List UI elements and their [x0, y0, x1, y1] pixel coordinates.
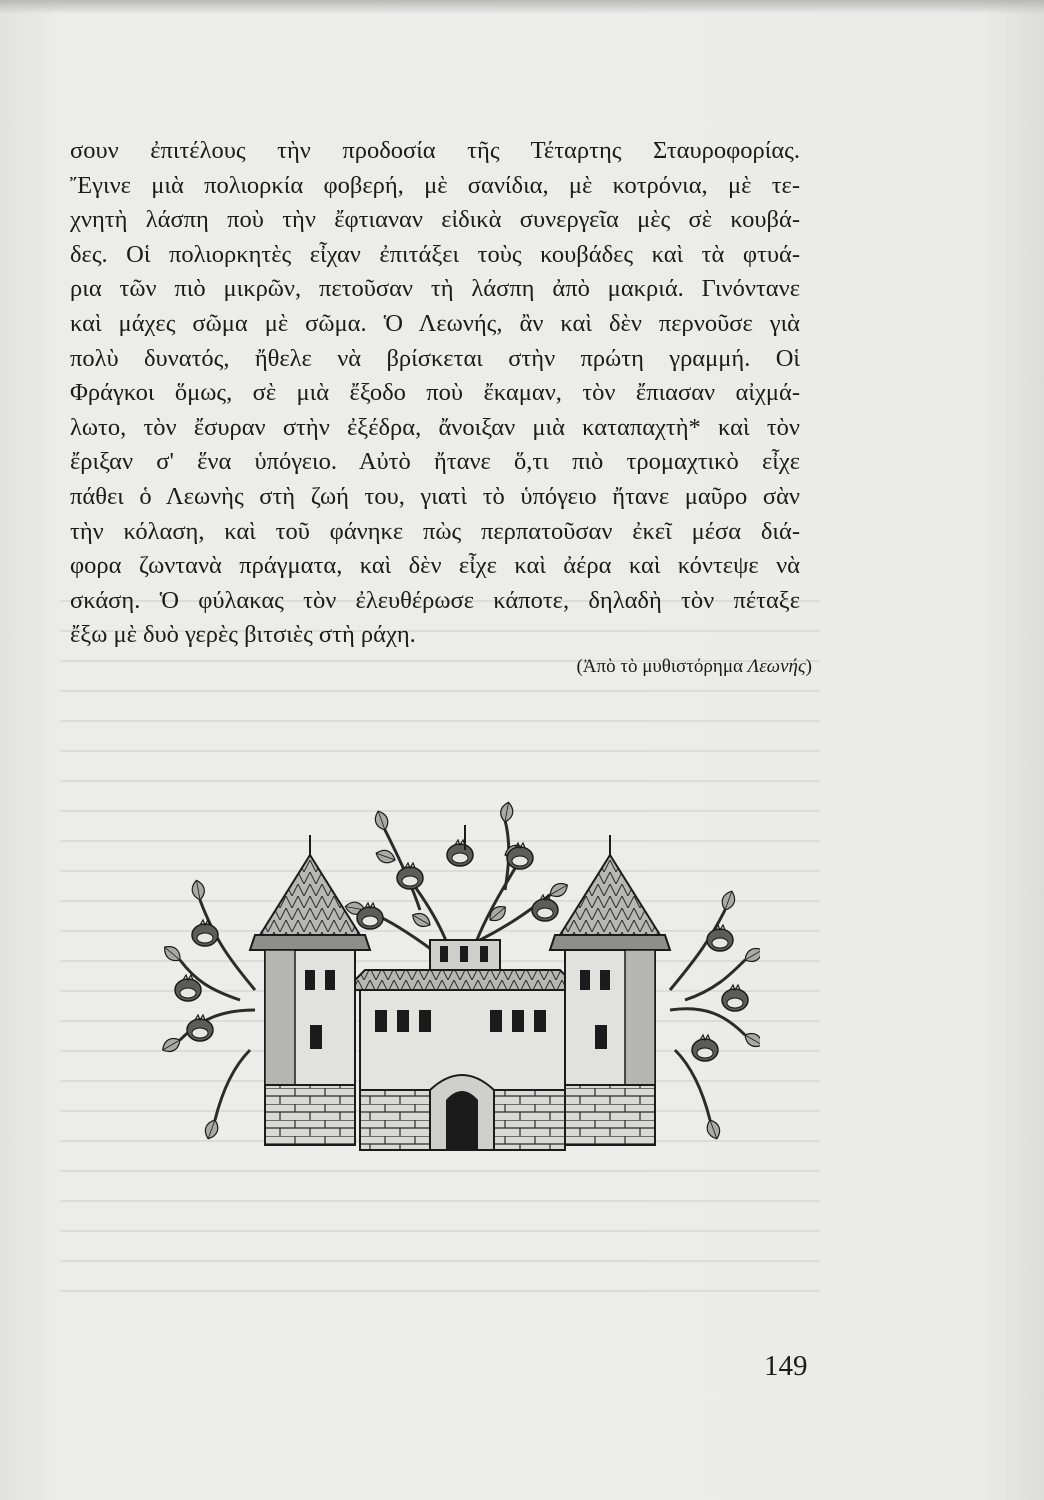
- text-line: ρια τῶν πιὸ μικρῶν, πετοῦσαν τὴ λάσπη ἀπὸ μακριά. Γινόντανε: [70, 275, 800, 303]
- text-line: πάθει ὁ Λεωνὴς στὴ ζωή του, γιατὶ τὸ ὑπόγειο ἤτανε μαῦρο σὰν: [70, 482, 800, 510]
- text-line: Ἔγινε μιὰ πολιορκία φοβερή, μὲ σανίδια, μὲ κοτρόνια, μὲ τε-: [70, 171, 800, 199]
- text-line: πολὺ δυνατός, ἤθελε νὰ βρίσκεται στὴν πρώτη γραμμή. Οἱ: [70, 344, 800, 372]
- text-line: Φράγκοι ὅμως, σὲ μιὰ ἔξοδο ποὺ ἔκαμαν, τὸν ἔπιασαν αἰχμά-: [70, 379, 800, 407]
- castle-left-tower: [250, 835, 370, 1145]
- page-edge-shadow: [0, 0, 1044, 14]
- text-line: ἔριξαν σ' ἕνα ὑπόγειο. Αὐτὸ ἤτανε ὅ,τι πιὸ τρομαχτικὸ εἶχε: [70, 448, 800, 476]
- castle-center-turret: [430, 825, 500, 970]
- castle-right-tower: [550, 835, 670, 1145]
- attribution-prefix: (Ἀπὸ τὸ μυθιστόρημα: [576, 656, 748, 677]
- text-line: καὶ μάχες σῶμα μὲ σῶμα. Ὁ Λεωνής, ἂν καὶ δὲν περνοῦσε γιὰ: [70, 309, 800, 337]
- page-number: 149: [764, 1350, 808, 1382]
- castle-illustration: [160, 800, 760, 1185]
- text-line: φορα ζωντανὰ πράγματα, καὶ δὲν εἶχε καὶ ἀέρα καὶ κόντεψε νὰ: [70, 552, 800, 580]
- text-line: σκάση. Ὁ φύλακας τὸν ἐλευθέρωσε κάποτε, δηλαδὴ τὸν πέταξε: [70, 586, 800, 614]
- text-line: δες. Οἱ πολιορκητὲς εἶχαν ἐπιτάξει τοὺς κουβάδες καὶ τὰ φτυά-: [70, 240, 800, 268]
- text-line-last: ἔξω μὲ δυὸ γερὲς βιτσιὲς στὴ ράχη.: [70, 621, 416, 649]
- text-line: χνητὴ λάσπη ποὺ τὴν ἔφτιαναν εἰδικὰ συνεργεῖα μὲς σὲ κουβά-: [70, 206, 800, 234]
- text-line: σουν ἐπιτέλους τὴν προδοσία τῆς Τέταρτης Σταυροφορίας.: [70, 137, 800, 164]
- castle-central-wall: [345, 970, 580, 1150]
- novel-title: Λεωνής: [747, 656, 806, 677]
- text-line: τὴν κόλαση, καὶ τοῦ φάνηκε πὼς περπατοῦσαν ἐκεῖ μέσα διά-: [70, 517, 800, 545]
- source-attribution: [576, 655, 812, 679]
- body-text: [70, 134, 800, 653]
- text-line: λωτο, τὸν ἔσυραν στὴν ἐξέδρα, ἄνοιξαν μιὰ καταπαχτὴ* καὶ τὸν: [70, 413, 800, 441]
- attribution-suffix: ): [805, 656, 812, 677]
